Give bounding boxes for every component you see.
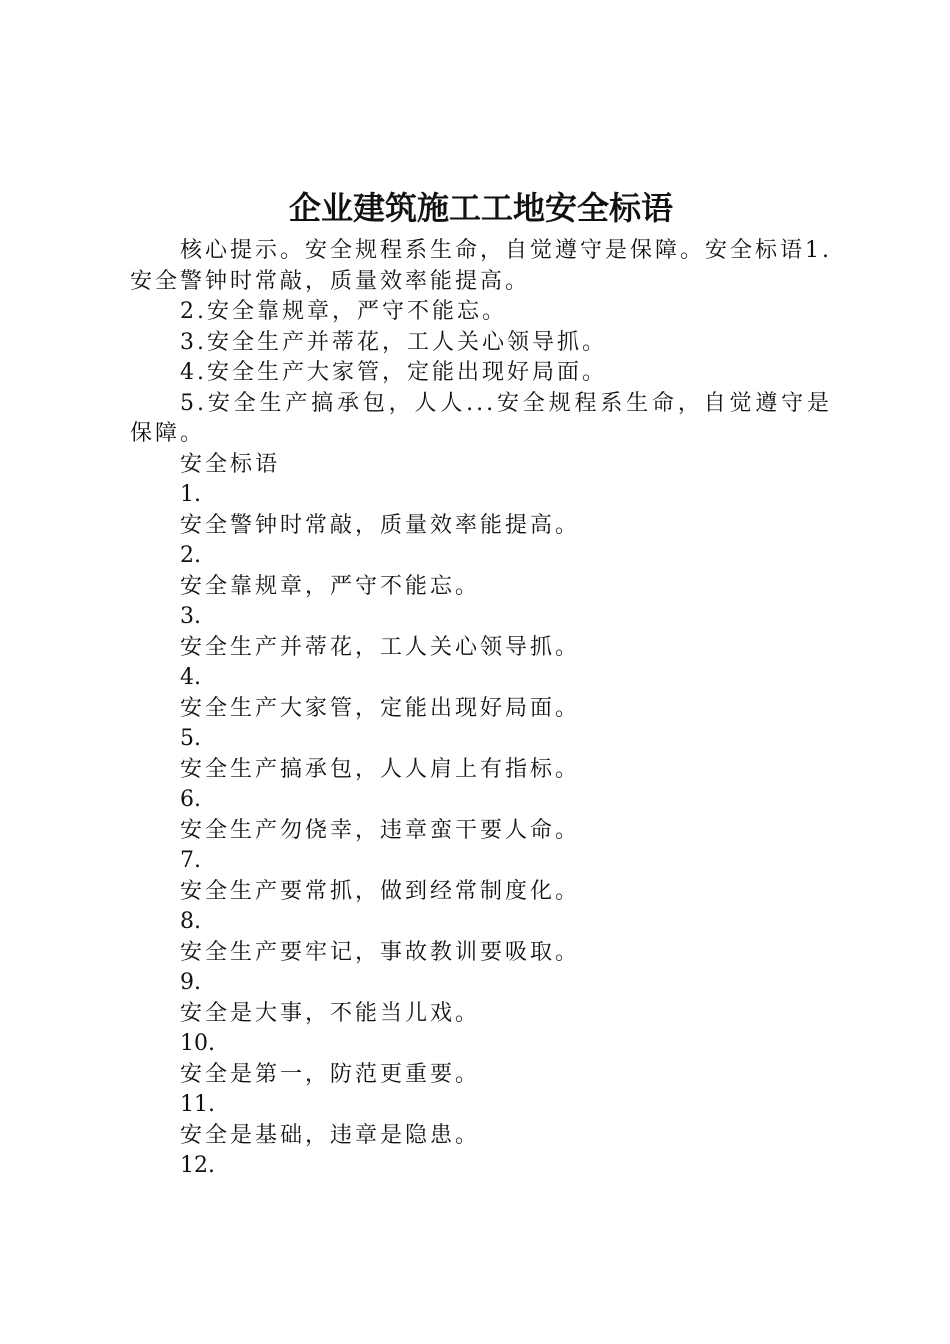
slogan-text: 安全生产要牢记，事故教训要吸取。 (180, 939, 581, 965)
slogan-number: 4. (180, 665, 201, 690)
slogan-number: 5. (180, 726, 201, 751)
slogan-number: 2. (180, 543, 201, 568)
intro-paragraph: 核心提示。安全规程系生命，自觉遵守是保障。安全标语1.安全警钟时常敲，质量效率能提高。 (130, 238, 832, 294)
slogan-text: 安全是第一，防范更重要。 (180, 1061, 481, 1087)
slogan-number: 9. (180, 970, 201, 995)
summary-item: 2.安全靠规章，严守不能忘。 (180, 299, 507, 324)
slogan-text: 安全生产勿侥幸，违章蛮干要人命。 (180, 817, 581, 843)
slogan-text: 安全生产并蒂花，工人关心领导抓。 (180, 634, 581, 660)
slogan-number: 10. (180, 1031, 215, 1056)
document-title: 企业建筑施工工地安全标语 (288, 189, 673, 227)
slogan-number: 12. (180, 1153, 215, 1178)
summary-item: 4.安全生产大家管，定能出现好局面。 (180, 360, 607, 385)
slogan-number: 11. (180, 1092, 215, 1117)
slogan-text: 安全靠规章，严守不能忘。 (180, 573, 481, 599)
section-heading: 安全标语 (180, 451, 281, 477)
document-page (130, 186, 832, 1182)
slogan-number: 6. (180, 787, 201, 812)
summary-last-paragraph: 5.安全生产搞承包，人人...安全规程系生命，自觉遵守是保障。 (130, 390, 832, 446)
slogan-text: 安全是大事，不能当儿戏。 (180, 1000, 481, 1026)
slogan-number: 8. (180, 909, 201, 934)
slogan-text: 安全生产要常抓，做到经常制度化。 (180, 878, 581, 904)
slogan-text: 安全生产搞承包，人人肩上有指标。 (180, 756, 581, 782)
slogan-text: 安全生产大家管，定能出现好局面。 (180, 695, 581, 721)
slogan-number: 3. (180, 604, 201, 629)
slogan-number: 1. (180, 482, 201, 507)
slogan-number: 7. (180, 848, 201, 873)
slogan-text: 安全警钟时常敲，质量效率能提高。 (180, 512, 581, 538)
summary-item: 3.安全生产并蒂花，工人关心领导抓。 (180, 329, 607, 355)
slogan-text: 安全是基础，违章是隐患。 (180, 1122, 481, 1148)
